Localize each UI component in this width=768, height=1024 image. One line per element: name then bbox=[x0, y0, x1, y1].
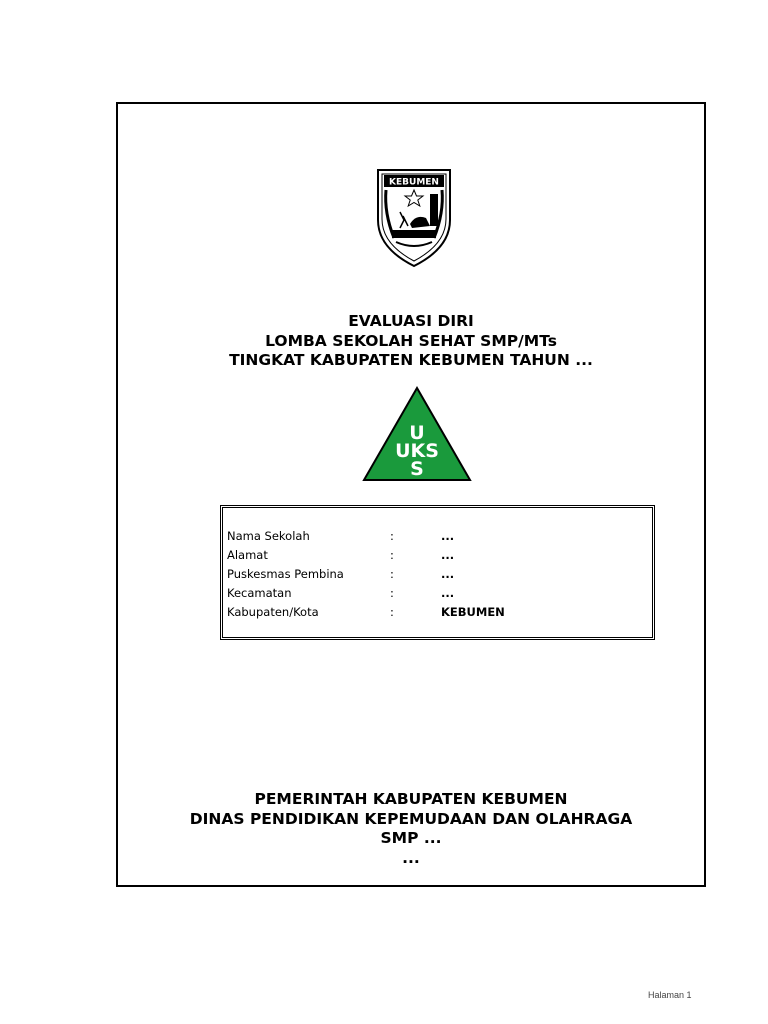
uks-letters-middle: UKS bbox=[395, 440, 439, 462]
title-line-3: TINGKAT KABUPATEN KEBUMEN TAHUN ... bbox=[229, 351, 593, 369]
title-line-2: LOMBA SEKOLAH SEHAT SMP/MTs bbox=[265, 331, 557, 350]
info-label: Kabupaten/Kota bbox=[227, 605, 319, 619]
school-info-box bbox=[220, 505, 655, 640]
info-colon: : bbox=[390, 586, 394, 600]
issuer-line-4: ... bbox=[402, 848, 420, 867]
info-colon: : bbox=[390, 529, 394, 543]
info-row-regency bbox=[227, 603, 647, 621]
issuer-line-1: PEMERINTAH KABUPATEN KEBUMEN bbox=[254, 790, 568, 808]
info-value: ... bbox=[441, 548, 455, 562]
kebumen-crest-icon bbox=[376, 168, 452, 268]
info-colon: : bbox=[390, 567, 394, 581]
document-title bbox=[116, 312, 706, 371]
info-value: KEBUMEN bbox=[441, 605, 505, 619]
issuer-line-3: SMP ... bbox=[380, 829, 442, 847]
issuer-line-2: DINAS PENDIDIKAN KEPEMUDAAN DAN OLAHRAGA bbox=[189, 809, 633, 828]
info-label: Nama Sekolah bbox=[227, 529, 310, 543]
uks-logo-icon bbox=[362, 386, 472, 482]
info-label: Kecamatan bbox=[227, 586, 292, 600]
info-row-puskesmas bbox=[227, 565, 647, 583]
info-label: Puskesmas Pembina bbox=[227, 567, 344, 581]
info-row-address bbox=[227, 546, 647, 564]
info-value: ... bbox=[441, 529, 455, 543]
issuer-block bbox=[116, 790, 706, 868]
title-line-1: EVALUASI DIRI bbox=[348, 312, 474, 330]
info-colon: : bbox=[390, 605, 394, 619]
info-row-school-name bbox=[227, 527, 647, 545]
info-value: ... bbox=[441, 567, 455, 581]
info-label: Alamat bbox=[227, 548, 268, 562]
uks-letter-bottom: S bbox=[410, 458, 424, 480]
crest-text: KEBUMEN bbox=[389, 177, 439, 188]
info-colon: : bbox=[390, 548, 394, 562]
info-row-district bbox=[227, 584, 647, 602]
uks-letter-top: U bbox=[409, 422, 425, 444]
info-value: ... bbox=[441, 586, 455, 600]
page-number: Halaman 1 bbox=[648, 990, 692, 1000]
